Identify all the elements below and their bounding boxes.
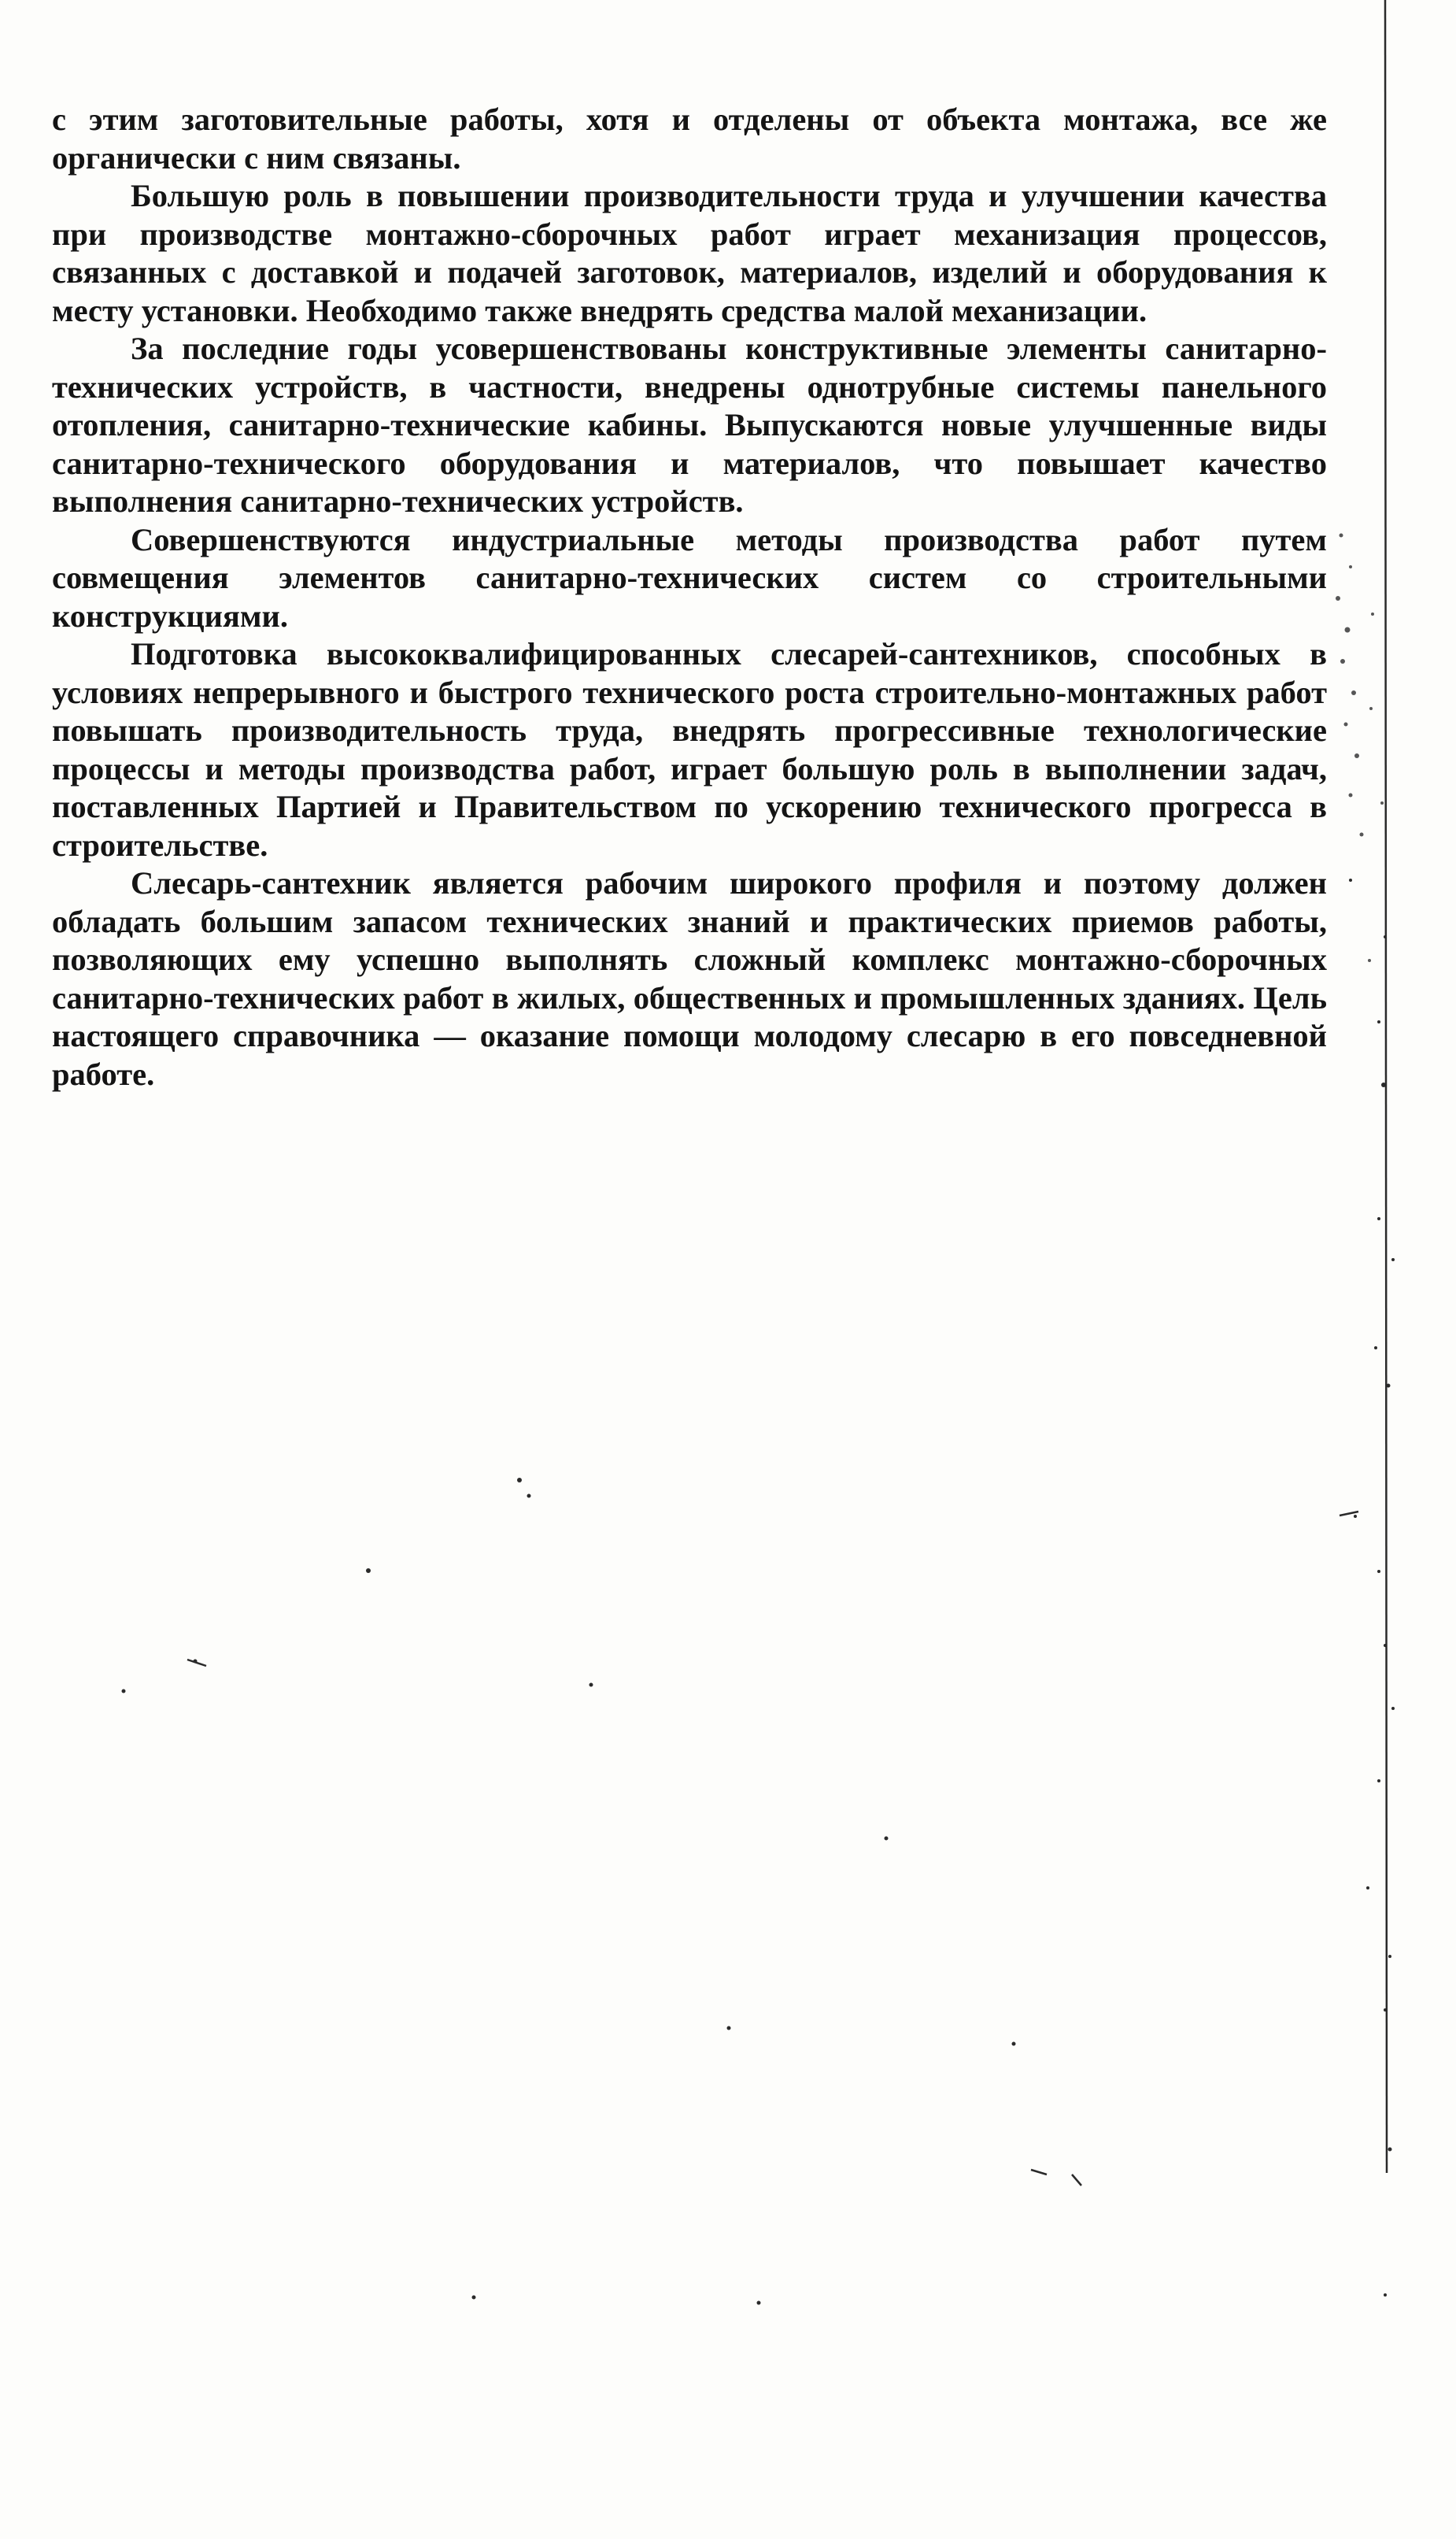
paragraph-4: Совершенствуются индустриальные методы производства работ путем совмещения элементов санитарно-технических систем со строительными конструкциями.: [52, 521, 1327, 634]
paragraph-3: За последние годы усовершенствованы конструктивные элементы санитарно-технических устройств, в частности, внедрены однотрубные системы панельного отопления, санитарно-технические кабины. Выпускаются новые улучшенные виды санитарно-технического оборудования и материалов, что повышает качество выполнения санитарно-технических устройств.: [52, 331, 1327, 519]
paragraph-1: с этим заготовительные работы, хотя и отделены от объекта монтажа, все же органически с ним связаны.: [52, 102, 1327, 176]
paragraph-5: Подготовка высококвалифицированных слесарей-сантехников, способных в условиях непрерывного и быстрого технического роста строительно-монтажных работ повышать производительность труда, внедрять прогрессивные технологические процессы и методы производства работ, играет большую роль в выполнении задач, поставленных Партией и Правительством по ускорению технического прогресса в строительстве.: [52, 636, 1327, 863]
paragraph-6: Слесарь-сантехник является рабочим широкого профиля и поэтому должен обладать большим запасом технических знаний и практических приемов работы, позволяющих ему успешно выполнять сложный комплекс монтажно-сборочных санитарно-технических работ в жилых, общественных и промышленных зданиях. Цель настоящего справочника — оказание помощи молодому слесарю в его повседневной работе.: [52, 865, 1327, 1092]
paragraph-2: Большую роль в повышении производительности труда и улучшении качества при производстве монтажно-сборочных работ играет механизация процессов, связанных с доставкой и подачей заготовок, материалов, изделий и оборудования к месту установки. Необходимо также внедрять средства малой механизации.: [52, 178, 1327, 328]
body-text: [52, 101, 1327, 1094]
